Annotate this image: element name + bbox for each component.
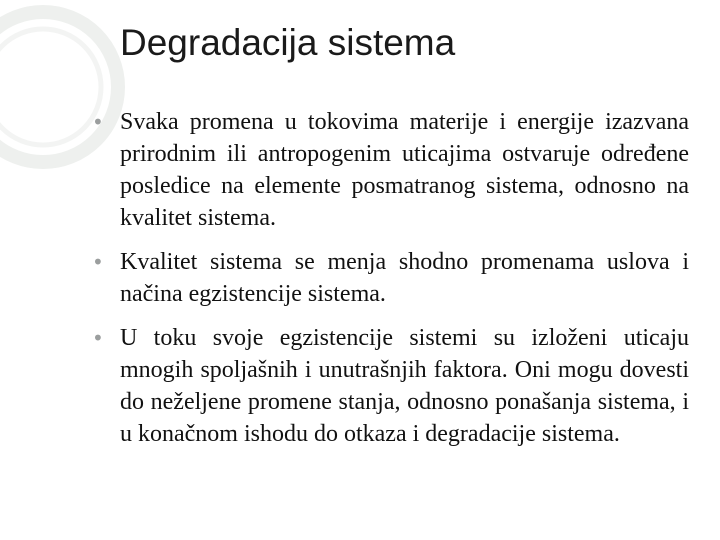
bullet-list (92, 106, 689, 450)
bullet-dot-icon: • (92, 326, 104, 350)
inner-ring (0, 29, 101, 145)
bullet-item (92, 106, 689, 234)
bullet-text: Svaka promena u tokovima materije i energije izazvana prirodnim ili antropogenim uticajima ostvaruje određene posledice na elemente posmatranog sistema, odnosno na kvalitet sistema. (120, 109, 689, 231)
bullet-text: U toku svoje egzistencije sistemi su izloženi uticaju mnogih spoljašnih i unutrašnjih faktora. Oni mogu dovesti do neželjene promene stanja, odnosno ponašanja sistema, i u konačnom ishodu do otkaza i degradacije sistema. (120, 325, 689, 447)
bullet-text: Kvalitet sistema se menja shodno promenama uslova i načina egzistencije sistema. (120, 249, 689, 307)
bullet-dot-icon: • (92, 250, 104, 274)
slide-title: Degradacija sistema (120, 22, 456, 63)
bullet-item (92, 246, 689, 310)
bullet-item (92, 322, 689, 450)
bullet-dot-icon: • (92, 110, 104, 134)
